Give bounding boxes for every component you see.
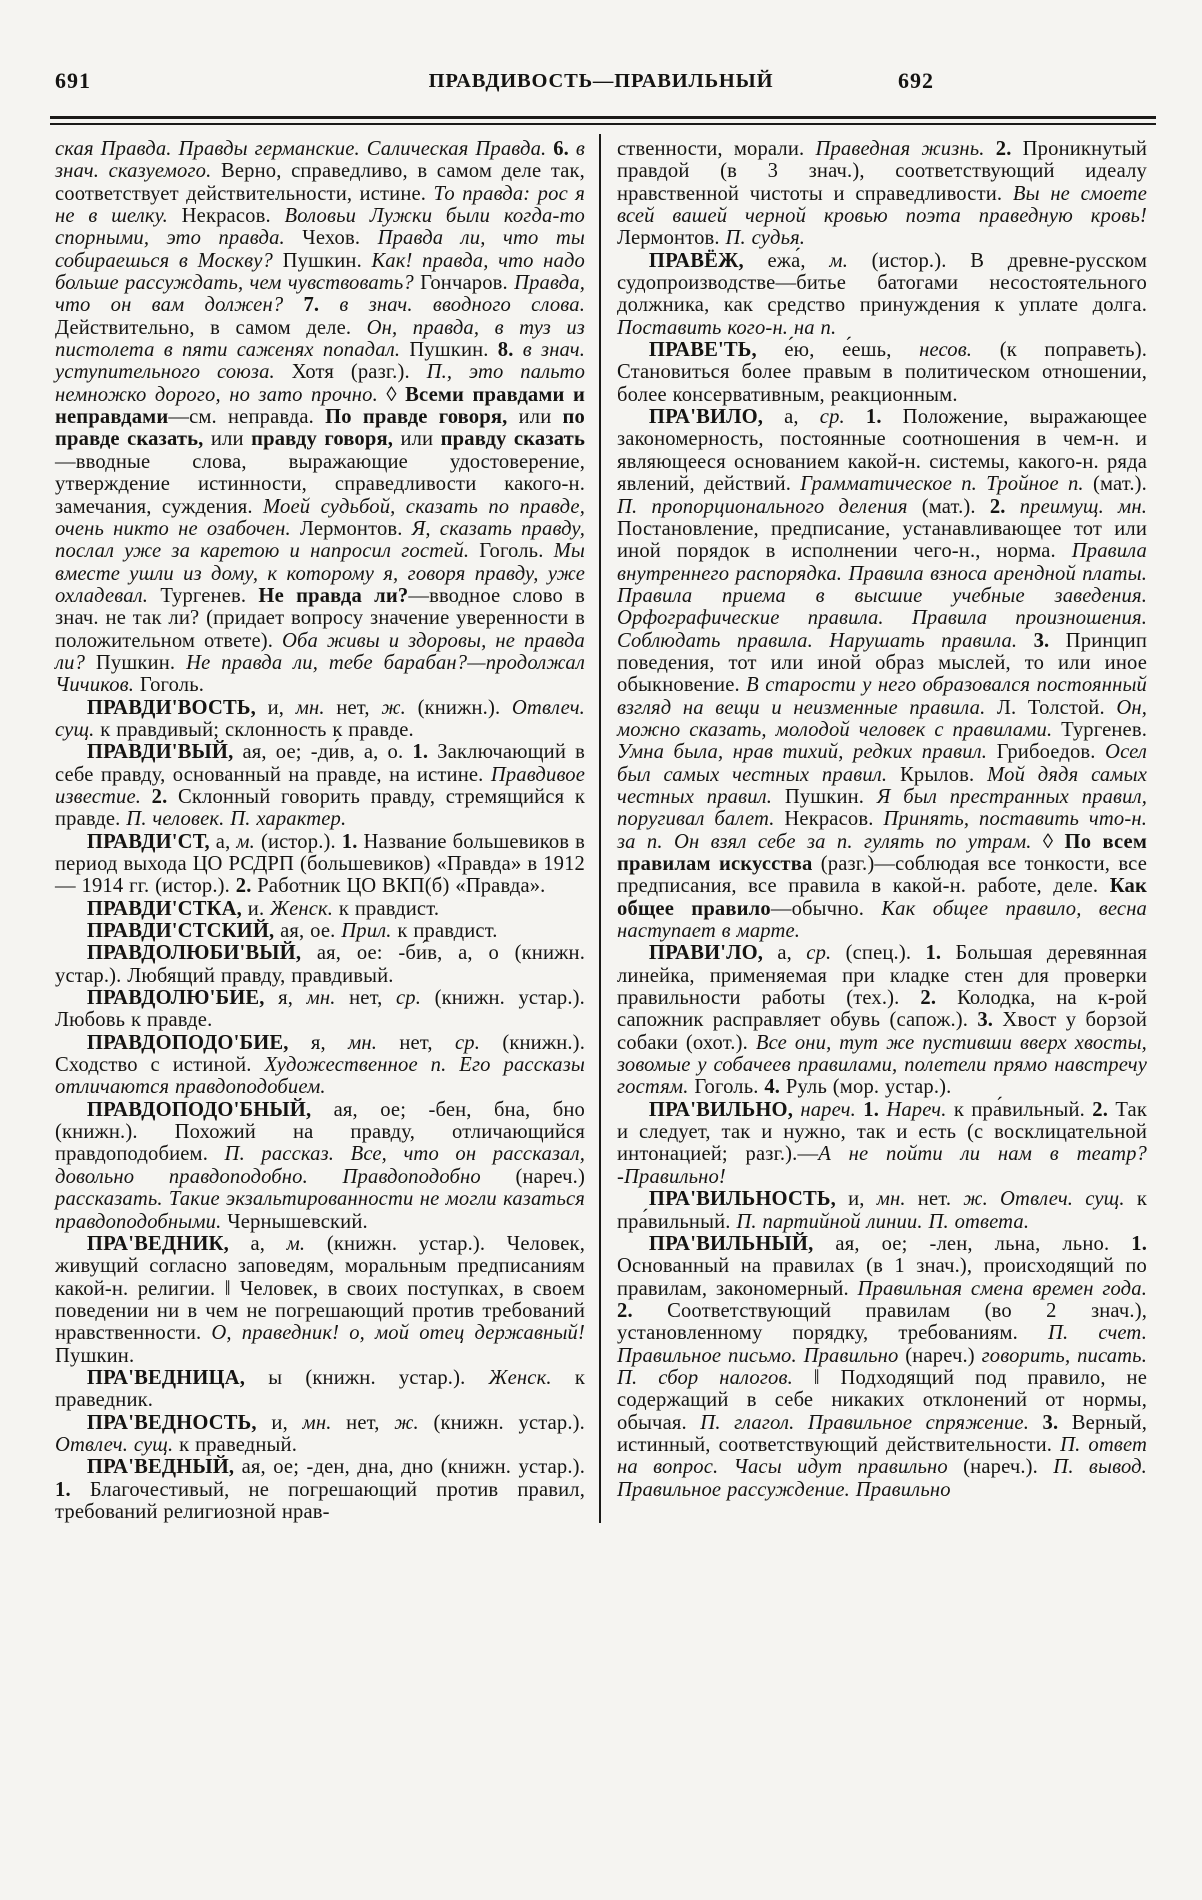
- text-run: ая, ое: -би́в, а, о (книжн. устар.). Любящий правду, правдивый.: [55, 942, 585, 987]
- italic-run: ская Правда. Правды германские. Салическая Правда.: [55, 138, 554, 160]
- text-run: и,: [267, 696, 296, 719]
- text-run: а,: [250, 1232, 287, 1255]
- italic-run: Мой дядя самых честных правил.: [617, 763, 1147, 808]
- italic-run: Художественное п. Его рассказы отличаются правдоподобием.: [55, 1054, 585, 1099]
- bold-run: По правде говоря,: [325, 406, 519, 429]
- text-run: ◊: [1042, 830, 1065, 853]
- text-run: Склонный говорить правду, стремящийся к правде.: [55, 785, 585, 831]
- text-run: или: [518, 406, 563, 429]
- text-run: (мат.).: [1092, 473, 1147, 496]
- page-header: [55, 66, 1147, 100]
- text-run: и,: [848, 1188, 877, 1211]
- text-run: к праведник.: [55, 1366, 586, 1412]
- text-run: —вводное слово в знач. не так ли? (придает вопросу значение уверенности в положительном ответе).: [55, 584, 585, 652]
- italic-run: Я, сказать правду, послал уже за каретою и напросил гостей.: [55, 517, 585, 563]
- text-run: и.: [247, 897, 271, 920]
- bold-run: ПРА'ВИЛЬНОСТЬ,: [648, 1188, 849, 1211]
- bold-run: ПРА'ВЕДНИК,: [86, 1232, 251, 1255]
- italic-run: преимущ. мн.: [1019, 495, 1148, 518]
- italic-run: П. ответ на вопрос. Часы идут правильно: [617, 1433, 1148, 1479]
- text-run: (нареч.).: [963, 1456, 1054, 1479]
- italic-run: Правила внутреннего распорядка. Правила взноса арендной платы. Правила приема в высшие учебные заведения. Орфографические правила. Правила произношения. Соблюдать правила. Нарушать правила.: [617, 540, 1147, 652]
- text-run: Гоголь.: [139, 674, 205, 697]
- text-run: или: [400, 428, 441, 451]
- text-run: (книжн.).: [417, 696, 512, 719]
- text-run: или: [210, 428, 252, 451]
- text-run: ы (книжн. устар.).: [268, 1366, 489, 1389]
- page-number-left: 691: [55, 68, 91, 93]
- text-run: Тургенев.: [160, 584, 259, 607]
- italic-run: Как! правда, что надо больше рассуждать, чем чувствовать?: [55, 249, 585, 295]
- italic-run: П. глагол. Правильное спряжение.: [700, 1411, 1043, 1434]
- bold-run: По всем правилам искусства: [617, 830, 1148, 875]
- text-run: ◊: [386, 383, 406, 406]
- text-run: ственности, морали.: [617, 138, 816, 160]
- bold-run: 7.: [303, 294, 340, 317]
- italic-run: несов.: [919, 339, 1000, 362]
- italic-run: Отвлеч. сущ.: [55, 696, 585, 741]
- dictionary-entry: [617, 1188, 1147, 1233]
- text-run: Пушкин.: [55, 1344, 135, 1367]
- left-column: [55, 138, 585, 1523]
- dictionary-entry: [55, 1456, 585, 1523]
- text-run: и,: [271, 1411, 303, 1434]
- bold-run: 1.: [925, 942, 956, 965]
- dictionary-entry: [55, 138, 585, 697]
- text-run: ежа́,: [767, 249, 830, 272]
- dictionary-entry: [55, 697, 585, 742]
- italic-run: О, праведник! о, мой отец державный!: [211, 1322, 585, 1345]
- text-run: Колодка, на к-рой сапожник расправляет обувь (сапож.).: [617, 987, 1147, 1032]
- dictionary-entry: [55, 831, 585, 898]
- italic-run: Умна была, нрав тихий, редких правил.: [617, 741, 997, 764]
- text-run: я,: [310, 1031, 349, 1054]
- italic-run: Прил.: [341, 920, 398, 943]
- italic-run: Праведная жизнь.: [815, 138, 996, 160]
- text-run: ая, ое; -лен, льна, льно.: [835, 1232, 1132, 1255]
- text-run: ая, ое; -бен, бна, бно (книжн.). Похожий на правду, отличающийся правдоподобием.: [55, 1098, 585, 1166]
- italic-run: в знач. сказуемого.: [55, 138, 585, 183]
- text-run: к правдивый; склонность к правде.: [100, 718, 414, 741]
- dictionary-entry: [617, 138, 1147, 250]
- bold-run: ПРАВДИ'ВЫЙ,: [86, 741, 243, 764]
- text-run: ая, ое.: [280, 920, 342, 943]
- bold-run: 4.: [764, 1076, 786, 1099]
- italic-run: П. человек. П. характер.: [126, 808, 347, 831]
- text-run: Руль (мор. устар.).: [785, 1076, 952, 1099]
- bold-run: 2.: [995, 138, 1023, 160]
- italic-run: ср.: [819, 406, 866, 429]
- text-run: Некрасов.: [784, 808, 884, 831]
- text-run: Чехов.: [302, 227, 378, 250]
- text-run: Основанный на правилах (в 1 знач.), происходящий по правилам, закономерный.: [617, 1255, 1147, 1300]
- italic-run: ж. Отвлеч. сущ.: [963, 1188, 1137, 1211]
- text-run: (книжн. устар.). Любовь к правде.: [55, 987, 585, 1032]
- text-run: Верный, истинный, соответствующий действительности.: [617, 1411, 1148, 1456]
- bold-run: ПРАВЁЖ,: [648, 249, 768, 272]
- italic-run: П. рассказ. Все, что он рассказал, довольно правдоподобно. Правдоподобно: [55, 1143, 585, 1188]
- text-run: (истор.). В древне-русском судопроизводстве—битье батогами несостоятельного должника, как средство принуждения к уплате долга.: [617, 249, 1148, 317]
- bold-run: по правде сказать,: [55, 406, 585, 451]
- dictionary-entry: [55, 1233, 585, 1367]
- bold-run: 2.: [235, 875, 258, 898]
- italic-run: Правильная смена времен года.: [857, 1277, 1147, 1300]
- bold-run: ПРА'ВЕДНЫЙ,: [86, 1456, 242, 1479]
- bold-run: 6.: [553, 138, 576, 160]
- italic-run: В старости у него образовался постоянный взгляд на вещи и неизменные правила.: [617, 674, 1148, 719]
- text-run: к правдист.: [397, 920, 498, 943]
- bold-run: ПРАВДОПОДО'БНЫЙ,: [86, 1098, 334, 1121]
- dictionary-entry: [55, 898, 585, 920]
- text-run: Хвост у борзой собаки (охот.).: [617, 1009, 1148, 1054]
- bold-run: правду говоря,: [251, 428, 401, 451]
- italic-run: Правда, что он вам должен?: [55, 272, 585, 317]
- text-run: Некрасов.: [181, 205, 285, 228]
- italic-run: Он, можно сказать, молодой человек с правилами.: [617, 696, 1147, 741]
- text-run: Так и следует, так и нужно, так и есть (с восклицательной интонацией; разг.).—: [617, 1098, 1147, 1166]
- text-run: Крылов.: [899, 763, 988, 786]
- italic-run: Вы не смоете всей вашей черной кровью поэта праведную кровь!: [617, 182, 1147, 228]
- dictionary-entry: [617, 406, 1147, 942]
- dictionary-entry: [55, 942, 585, 987]
- bold-run: 2.: [1092, 1098, 1116, 1121]
- bold-run: правду сказать: [440, 428, 585, 451]
- text-run: (нареч.): [905, 1344, 982, 1367]
- italic-run: м.: [829, 249, 872, 272]
- text-run: ‖ Подходящий под правило, не содержащий в себе никаких отклонений от нормы, обычая.: [617, 1366, 1147, 1434]
- page-number-right: 692: [898, 68, 934, 93]
- bold-run: ПРАВИ'ЛО,: [648, 942, 778, 965]
- bold-run: 1.: [412, 741, 438, 764]
- bold-run: 1.: [1131, 1232, 1148, 1255]
- dictionary-entry: [617, 339, 1147, 406]
- text-run: (к поправеть). Становиться более правым в политическом отношении, более консервативным, реакционным.: [617, 339, 1147, 406]
- text-columns: [55, 138, 1147, 1523]
- italic-run: П., это пальто немножко дорого, но зато прочно.: [55, 361, 586, 406]
- bold-run: 3.: [977, 1009, 1003, 1032]
- italic-run: П. партийной линии. П. ответа.: [736, 1210, 1030, 1233]
- dictionary-entry: [617, 1233, 1147, 1501]
- bold-run: ПРА'ВЕДНОСТЬ,: [86, 1411, 272, 1434]
- text-run: (книжн. устар.). Человек, живущий согласно заповедям, моральным предписаниям какой-н. религии. ‖ Человек, в своих поступках, в своем поведении ни в чем не погрешающий против требований нравственности.: [55, 1232, 585, 1345]
- italic-run: Мы вместе ушли из дому, к которому я, говоря правду, уже охладевал.: [55, 540, 585, 607]
- bold-run: Не правда ли?: [258, 584, 409, 607]
- dictionary-entry: [55, 920, 585, 942]
- bold-run: ПРАВДОПОДО'БИЕ,: [86, 1031, 311, 1054]
- italic-run: Принять, поставить что-н. за п. Он взял себе за п. гулять по утрам.: [617, 808, 1147, 853]
- italic-run: П. вывод. Правильное рассуждение. Правильно: [617, 1456, 1147, 1501]
- text-run: Проникнутый правдой (в 3 знач.), соответствующий идеалу нравственной чистоты и справедливости.: [617, 138, 1147, 205]
- text-run: Соответствующий правилам (во 2 знач.), установленному порядку, требованиям.: [617, 1299, 1148, 1345]
- dictionary-entry: [55, 1032, 585, 1099]
- dictionary-entry: [617, 250, 1147, 339]
- text-run: Тургенев.: [1061, 718, 1147, 741]
- italic-run: мн.: [876, 1188, 918, 1211]
- column-divider: [585, 138, 617, 1523]
- bold-run: ПРАВДИ'СТСКИЙ,: [86, 920, 281, 943]
- dictionary-entry: [55, 987, 585, 1032]
- text-run: к правдист.: [338, 897, 440, 920]
- italic-run: П. счет. Правильное письмо. Правильно: [617, 1322, 1148, 1367]
- text-run: а,: [215, 830, 237, 853]
- text-run: а,: [784, 406, 820, 429]
- text-run: Постановление, предписание, устанавливающее тот или иной порядок в исполнении чего-н., норма.: [617, 517, 1147, 563]
- italic-run: Поставить кого-н. на п.: [617, 316, 837, 339]
- italic-run: Я был престранных правил, поругивал балет.: [617, 785, 1147, 831]
- text-run: Верно, справедливо, в самом деле так, соответствует действительности, истине.: [55, 160, 585, 205]
- dictionary-entry: [55, 1412, 585, 1457]
- dictionary-entry: [55, 1099, 585, 1233]
- bold-run: 1.: [863, 1098, 887, 1121]
- italic-run: Все они, тут же пустивши вверх хвосты, зовомые у собачеев правилами, полетели прямо навстречу гостям.: [617, 1031, 1147, 1099]
- text-run: а,: [777, 942, 807, 965]
- text-run: (книжн.). Сходство с истиной.: [55, 1031, 585, 1077]
- text-run: (нареч.): [515, 1165, 585, 1188]
- italic-run: Он, правда, в туз из пистолета в пяти саженях попадал.: [55, 316, 585, 362]
- text-run: Название большевиков в период выхода ЦО РСДРП (большевиков) «Правда» в 1912 — 1914 гг. (истор.).: [55, 830, 586, 898]
- italic-run: мн.: [306, 987, 350, 1010]
- bold-run: 2.: [151, 785, 178, 808]
- bold-run: ПРА'ВИЛО,: [648, 406, 785, 429]
- italic-run: Отвлеч. сущ.: [55, 1433, 180, 1456]
- italic-run: м.: [286, 1232, 327, 1255]
- text-run: (книжн. устар.).: [433, 1411, 585, 1434]
- text-run: я,: [278, 987, 307, 1010]
- italic-run: Женск.: [270, 897, 339, 920]
- italic-run: Не правда ли, тебе барабан?—продолжал Чичиков.: [55, 651, 586, 697]
- italic-run: Правда ли, что ты собираешься в Москву?: [55, 227, 586, 272]
- bold-run: ПРА'ВЕДНИЦА,: [86, 1366, 269, 1389]
- text-run: к праведный.: [179, 1433, 297, 1456]
- bold-run: Как общее правило: [617, 875, 1147, 920]
- text-run: е́ю, е́ешь,: [784, 339, 920, 362]
- italic-run: ж.: [381, 696, 418, 719]
- text-run: нет,: [349, 987, 397, 1010]
- bold-run: 1.: [341, 830, 364, 853]
- italic-run: Воловьи Лужки были когда-то спорными, это правда.: [55, 205, 585, 250]
- text-run: нет,: [346, 1411, 395, 1434]
- bold-run: ПРАВДИ'СТКА,: [86, 897, 248, 920]
- text-run: нет,: [336, 696, 382, 719]
- italic-run: говорить, писать. П. сбор налогов.: [617, 1344, 1148, 1389]
- italic-run: мн.: [295, 696, 337, 719]
- text-run: Пушкин.: [784, 785, 877, 808]
- text-run: Хотя (разг.).: [291, 361, 427, 384]
- italic-run: ср.: [806, 942, 846, 965]
- text-run: (разг.)—соблюдая все тонкости, все предписания, все правила в какой-н. работе, деле.: [617, 853, 1148, 898]
- italic-run: Моей судьбой, сказать по правде, очень никто не озабочен.: [55, 495, 585, 540]
- bold-run: ПРА'ВИЛЬНЫЙ,: [648, 1232, 836, 1255]
- bold-run: ПРАВДИ'СТ,: [86, 830, 216, 853]
- bold-run: ПРАВДОЛЮБИ'ВЫЙ,: [86, 942, 317, 965]
- text-run: Гоголь.: [479, 540, 554, 563]
- text-run: нет.: [917, 1188, 964, 1211]
- bold-run: 2.: [989, 495, 1020, 518]
- running-head: ПРАВДИВОСТЬ—ПРАВИЛЬНЫЙ: [428, 70, 774, 92]
- text-run: Грибоедов.: [996, 741, 1106, 764]
- text-run: нет,: [399, 1031, 455, 1054]
- text-run: —см. неправда.: [168, 406, 326, 429]
- text-run: к пра́вильный.: [617, 1188, 1147, 1233]
- bold-run: 8.: [497, 339, 523, 362]
- italic-run: в знач. вводного слова.: [339, 294, 585, 317]
- text-run: Пушкин.: [409, 339, 498, 362]
- text-run: к пра́вильный.: [953, 1098, 1093, 1121]
- right-column: [617, 138, 1147, 1523]
- italic-run: мн.: [302, 1411, 347, 1434]
- dictionary-entry: [55, 1367, 585, 1412]
- text-run: Действительно, в самом деле.: [55, 316, 367, 339]
- bold-run: 2.: [617, 1299, 668, 1322]
- italic-run: ср.: [455, 1031, 503, 1054]
- italic-run: П. пропорционального деления: [617, 495, 922, 518]
- text-run: —обычно.: [770, 897, 882, 920]
- dictionary-entry: [55, 741, 585, 830]
- text-run: Положение, выражающее закономерность, постоянные соотношения в чем-н. и являющееся основанием какой-н. системы, какого-н. ряда явлений, действий.: [617, 406, 1147, 496]
- italic-run: Оба живы и здоровы, не правда ли?: [55, 629, 585, 674]
- bold-run: ПРАВЕ'ТЬ,: [648, 339, 785, 362]
- italic-run: Женск.: [488, 1366, 575, 1389]
- bold-run: ПРА'ВИЛЬНО,: [648, 1098, 801, 1121]
- bold-run: 2.: [920, 987, 958, 1010]
- italic-run: Грамматическое п. Тройное п.: [800, 473, 1093, 496]
- bold-run: ПРАВДОЛЮ'БИЕ,: [86, 987, 279, 1010]
- text-run: Благочестивый, не погрешающий против правил, требований религиозной нрав-: [55, 1478, 585, 1523]
- italic-run: мн.: [348, 1031, 400, 1054]
- double-rule: [50, 116, 1156, 125]
- italic-run: рассказать. Такие экзальтированности не могли казаться правдоподобными.: [55, 1188, 585, 1233]
- bold-run: 1.: [55, 1478, 90, 1501]
- italic-run: ж.: [394, 1411, 434, 1434]
- bold-run: Всеми правдами и неправдами: [55, 383, 585, 429]
- text-run: Принцип поведения, тот или иной образ мыслей, то или иное обыкновение.: [617, 629, 1147, 697]
- text-run: Лермонтов.: [617, 227, 726, 250]
- text-run: —вводные слова, выражающие удостоверение, утверждение истинности, справедливости какого-н. замечания, суждения.: [55, 450, 585, 518]
- text-run: Гончаров.: [420, 272, 515, 295]
- bold-run: 1.: [865, 406, 903, 429]
- text-run: Л. Толстой.: [996, 696, 1117, 719]
- text-run: Заключающий в себе правду, основанный на правде, на истине.: [55, 741, 585, 786]
- bold-run: 3.: [1042, 1411, 1072, 1434]
- text-run: Чернышевский.: [227, 1210, 368, 1233]
- bold-run: ПРАВДИ'ВОСТЬ,: [86, 696, 268, 719]
- text-run: Пушкин.: [95, 651, 187, 674]
- text-run: Работник ЦО ВКП(б) «Правда».: [257, 875, 546, 898]
- italic-run: в знач. уступительного союза.: [55, 339, 586, 384]
- text-run: Пушкин.: [282, 249, 372, 272]
- italic-run: Как общее правило, весна наступает в марте.: [617, 897, 1148, 943]
- italic-run: Нареч.: [886, 1098, 954, 1121]
- text-run: Гоголь.: [694, 1076, 765, 1099]
- bold-run: 3.: [1033, 629, 1066, 652]
- text-run: Лермонтов.: [299, 517, 412, 540]
- italic-run: м.: [236, 830, 261, 853]
- dictionary-entry: [617, 942, 1147, 1098]
- italic-run: То правда: рос я не в шелку.: [55, 182, 585, 228]
- italic-run: ср.: [396, 987, 435, 1010]
- text-run: (мат.).: [921, 495, 990, 518]
- text-run: (спец.).: [845, 942, 926, 965]
- italic-run: Осел был самых честных правил.: [617, 741, 1147, 786]
- italic-run: П. судья.: [725, 227, 806, 250]
- text-run: (истор.).: [260, 830, 342, 853]
- italic-run: А не пойти ли нам в театр? -Правильно!: [617, 1143, 1147, 1188]
- text-run: ая, ое; -ден, дна, дно (книжн. устар.).: [241, 1456, 585, 1479]
- italic-run: нареч.: [800, 1098, 864, 1121]
- text-run: Большая деревянная линейка, применяемая при кладке стен для проверки правильности работы (тех.).: [617, 942, 1147, 1010]
- italic-run: Правдивое известие.: [55, 763, 585, 808]
- text-run: ая, ое; -ди́в, а, о.: [242, 741, 413, 764]
- dictionary-entry: [617, 1099, 1147, 1188]
